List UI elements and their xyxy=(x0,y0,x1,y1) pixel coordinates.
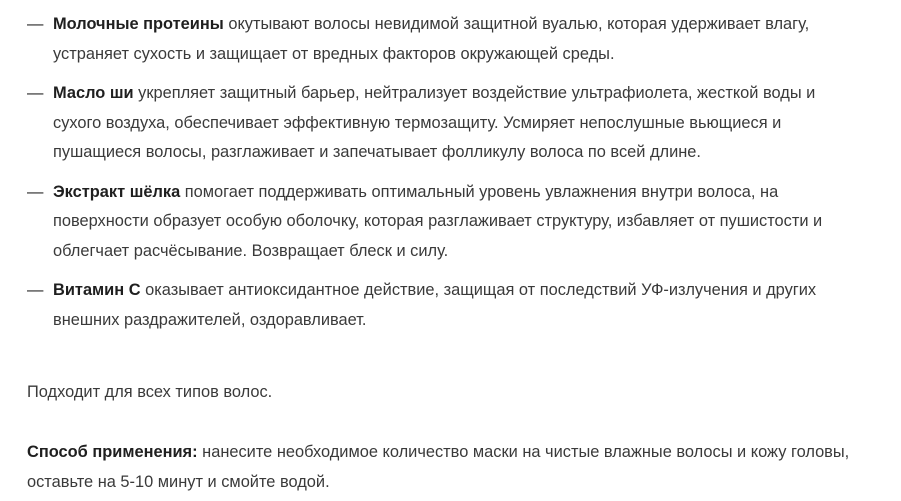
dash-bullet: — xyxy=(27,182,44,201)
list-item xyxy=(27,79,857,168)
ingredient-description: укрепляет защитный барьер, нейтрализует воздействие ультрафиолета, жесткой воды и сухого воздуха, обеспечивает эффективную термозащиту. Усмиряет непослушные вьющиеся и пушащиеся волосы, разглаживает и запечатывает фолликулу волоса по всей длине. xyxy=(53,84,816,161)
ingredient-term: Витамин С xyxy=(53,281,141,299)
ingredients-list xyxy=(27,10,857,345)
dash-bullet: — xyxy=(27,84,44,102)
ingredient-term: Масло ши xyxy=(53,84,134,102)
ingredient-term: Молочные протеины xyxy=(53,15,224,33)
ingredient-description: окутывают волосы невидимой защитной вуалью, которая удерживает влагу, устраняет сухость и защищает от вредных факторов окружающей среды. xyxy=(53,15,810,63)
list-item xyxy=(27,10,857,69)
ingredient-description: оказывает антиоксидантное действие, защищая от последствий УФ-излучения и других внешних раздражителей, оздоравливает. xyxy=(53,281,817,329)
list-item xyxy=(27,178,857,267)
dash-bullet: — xyxy=(27,15,44,33)
ingredient-description: помогает поддерживать оптимальный уровень увлажнения внутри волоса, на поверхности образует особую оболочку, которая разглаживает структуру, избавляет от пушистости и облегчает расчёсывание. Возвращает блеск и силу. xyxy=(53,182,823,260)
usage-label: Способ применения: xyxy=(27,443,198,461)
hair-type-note: Подходит для всех типов волос. xyxy=(27,383,273,401)
usage-text: нанесите необходимое количество маски на чистые влажные волосы и кожу головы, оставьте на 5-10 минут и смойте водой. xyxy=(27,443,850,491)
usage-instructions xyxy=(27,438,867,497)
list-item xyxy=(27,276,857,335)
ingredient-term: Экстракт шёлка xyxy=(53,182,181,201)
dash-bullet: — xyxy=(27,281,44,299)
